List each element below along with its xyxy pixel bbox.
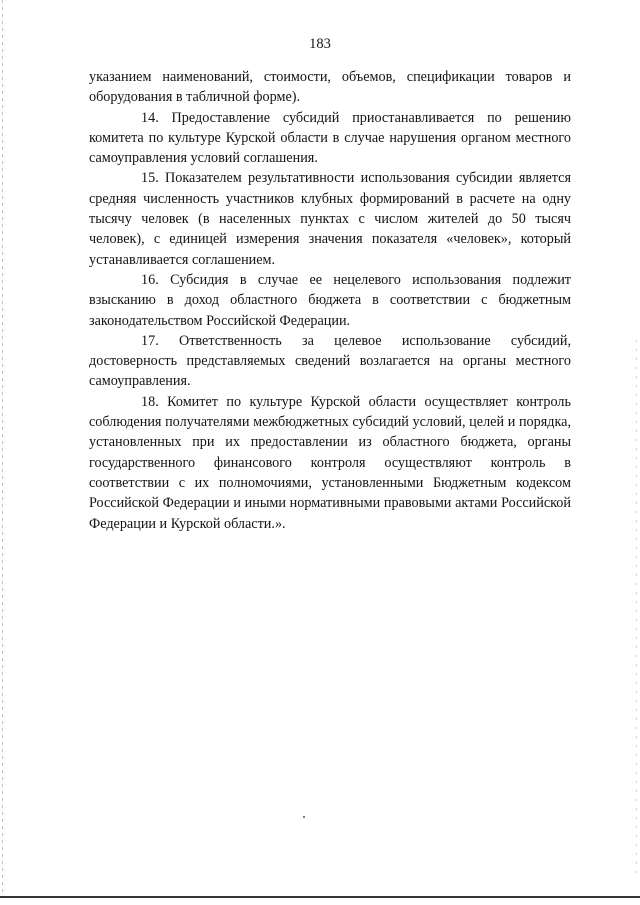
paragraph-18: 18. Комитет по культуре Курской области осуществляет контроль соблюдения получателями межбюджетных субсидий условий, целей и порядка, установленных при их предоставлении из областного бюджета, органы государственного финансового контроля осуществляют контроль в соответствии с их полномочиями, установленными Бюджетным кодексом Российской Федерации и иными нормативными правовыми актами Российской Федерации и Курской области.». [89,393,571,532]
paragraph-continuation: указанием наименований, стоимости, объемов, спецификации товаров и оборудования в табличной форме). [89,69,571,106]
document-body [89,67,571,534]
scan-right-edge [636,340,637,880]
scan-bottom-edge [0,896,640,898]
paragraph-16: 16. Субсидия в случае ее нецелевого использования подлежит взысканию в доход областного бюджета в соответствии с бюджетным законодательством Российской Федерации. [89,271,571,329]
scan-left-edge [2,0,3,895]
scan-speck [303,816,305,818]
paragraph-14: 14. Предоставление субсидий приостанавливается по решению комитета по культуре Курской области в случае нарушения органом местного самоуправления условий соглашения. [89,109,571,167]
page-number: 183 [309,36,331,52]
paragraph-15: 15. Показателем результативности использования субсидии является средняя численность участников клубных формирований в расчете на одну тысячу человек (в населенных пунктах с числом жителей до 50 тысяч человек), с единицей измерения значения показателя «человек», который устанавливается соглашением. [89,170,571,268]
paragraph-17: 17. Ответственность за целевое использование субсидий, достоверность представляемых сведений возлагается на органы местного самоуправления. [89,332,571,390]
